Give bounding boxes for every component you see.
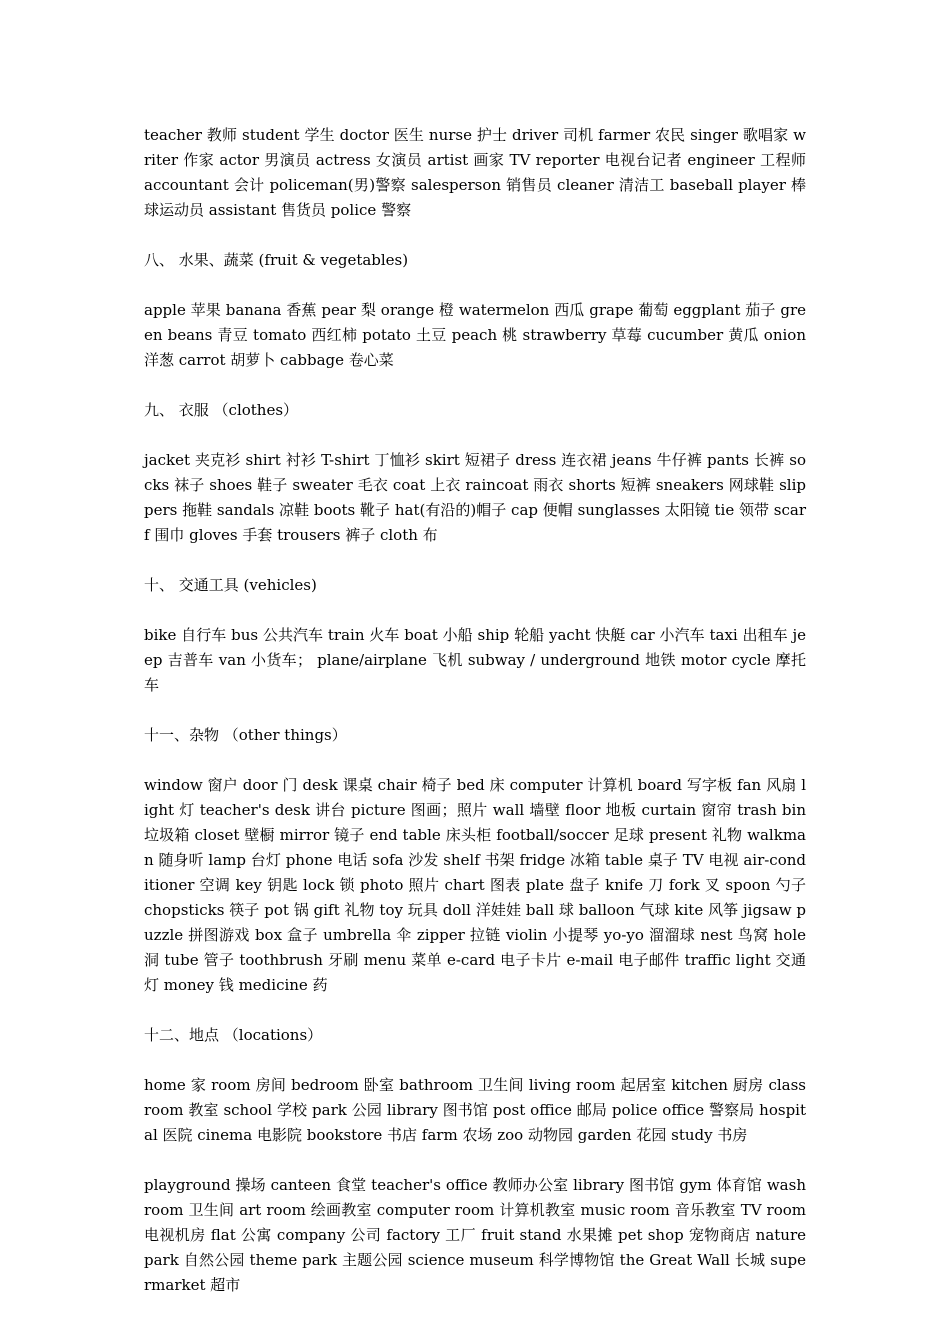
section-heading-clothes: 九、 衣服 （clothes） (144, 401, 299, 419)
vehicles-paragraph: bike 自行车 bus 公共汽车 train 火车 boat 小船 ship 轮船 yacht 快艇 car 小汽车 taxi 出租车 jeep 吉普车 van 小货车； plane/airplane 飞机 subway / underground 地铁 motor cycle 摩托车 (144, 626, 806, 694)
section-heading-other-things: 十一、杂物 （other things） (144, 726, 347, 744)
fruit-vegetables-paragraph: apple 苹果 banana 香蕉 pear 梨 orange 橙 watermelon 西瓜 grape 葡萄 eggplant 茄子 green beans 青豆 tomato 西红柿 potato 土豆 peach 桃 strawberry 草莓 cucumber 黄瓜 onion 洋葱 carrot 胡萝卜 cabbage 卷心菜 (144, 301, 806, 369)
clothes-paragraph: jacket 夹克衫 shirt 衬衫 T-shirt 丁恤衫 skirt 短裙子 dress 连衣裙 jeans 牛仔裤 pants 长裤 socks 袜子 shoes 鞋子 sweater 毛衣 coat 上衣 raincoat 雨衣 shorts 短裤 sneakers 网球鞋 slippers 拖鞋 sandals 凉鞋 boots 靴子 hat(有沿的)帽子 cap 便帽 sunglasses 太阳镜 tie 领带 scarf 围巾 gloves 手套 trousers 裤子 cloth 布 (144, 451, 806, 544)
document-page (144, 123, 806, 1323)
locations-paragraph-2: playground 操场 canteen 食堂 teacher's office 教师办公室 library 图书馆 gym 体育馆 washroom 卫生间 art room 绘画教室 computer room 计算机教室 music room 音乐教室 TV room 电视机房 flat 公寓 company 公司 factory 工厂 fruit stand 水果摊 pet shop 宠物商店 nature park 自然公园 theme park 主题公园 science museum 科学博物馆 the Great Wall 长城 supermarket 超市 (144, 1176, 806, 1294)
section-heading-fruit-vegetables: 八、 水果、蔬菜 (fruit & vegetables) (144, 251, 409, 269)
section-heading-locations: 十二、地点 （locations） (144, 1026, 323, 1044)
locations-paragraph: home 家 room 房间 bedroom 卧室 bathroom 卫生间 living room 起居室 kitchen 厨房 classroom 教室 school 学校 park 公园 library 图书馆 post office 邮局 police office 警察局 hospital 医院 cinema 电影院 bookstore 书店 farm 农场 zoo 动物园 garden 花园 study 书房 (144, 1076, 806, 1144)
section-heading-vehicles: 十、 交通工具 (vehicles) (144, 576, 317, 594)
occupations-paragraph: teacher 教师 student 学生 doctor 医生 nurse 护士 driver 司机 farmer 农民 singer 歌唱家 writer 作家 actor 男演员 actress 女演员 artist 画家 TV reporter 电视台记者 engineer 工程师 accountant 会计 policeman(男)警察 salesperson 销售员 cleaner 清洁工 baseball player 棒球运动员 assistant 售货员 police 警察 (144, 126, 806, 219)
other-things-paragraph: window 窗户 door 门 desk 课桌 chair 椅子 bed 床 computer 计算机 board 写字板 fan 风扇 light 灯 teacher's desk 讲台 picture 图画；照片 wall 墙壁 floor 地板 curtain 窗帘 trash bin 垃圾箱 closet 壁橱 mirror 镜子 end table 床头柜 football/soccer 足球 present 礼物 walkman 随身听 lamp 台灯 phone 电话 sofa 沙发 shelf 书架 fridge 冰箱 table 桌子 TV 电视 air-conditioner 空调 key 钥匙 lock 锁 photo 照片 chart 图表 plate 盘子 knife 刀 fork 叉 spoon 勺子 chopsticks 筷子 pot 锅 gift 礼物 toy 玩具 doll 洋娃娃 ball 球 balloon 气球 kite 风筝 jigsaw puzzle 拼图游戏 box 盒子 umbrella 伞 zipper 拉链 violin 小提琴 yo-yo 溜溜球 nest 鸟窝 hole 洞 tube 管子 toothbrush 牙刷 menu 菜单 e-card 电子卡片 e-mail 电子邮件 traffic light 交通灯 money 钱 medicine 药 (144, 776, 806, 994)
